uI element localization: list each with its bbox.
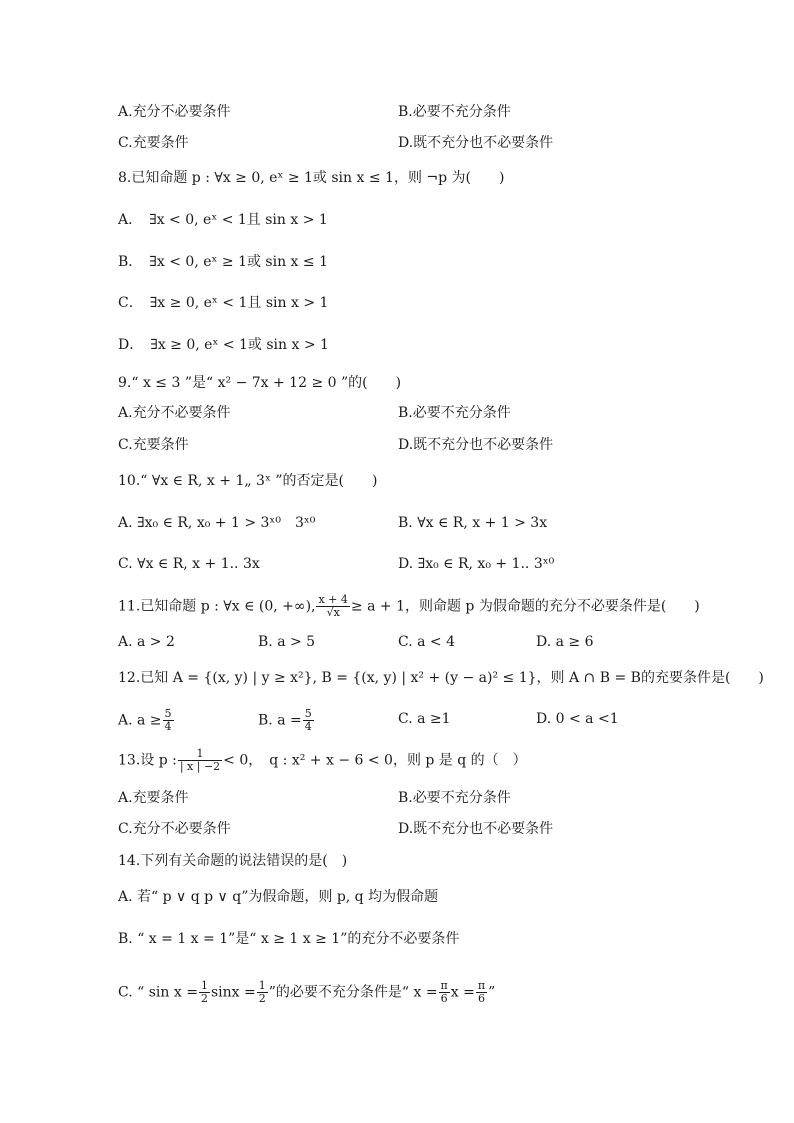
q14-option-c-frac3 xyxy=(439,980,450,1005)
q14-option-c-mid3: x = xyxy=(450,984,475,1001)
q13-stem-post: < 0， q : x² + x − 6 < 0，则 p 是 q 的（ ） xyxy=(223,752,527,769)
q14-frac1-den: 2 xyxy=(200,992,208,1005)
q14-option-c-pre: C. “ sin x = xyxy=(118,984,198,1001)
q14-frac3-den: 6 xyxy=(440,992,448,1005)
q13-stem-pre: 13.设 p : xyxy=(118,752,177,769)
q12-option-c: C. a ≥1 xyxy=(398,711,451,727)
q12-option-a-fraction xyxy=(163,708,174,733)
q13-frac-numerator: 1 xyxy=(178,748,222,761)
q10-option-d: D. ∃x₀ ∈ R, x₀ + 1.. 3ˣ⁰ xyxy=(398,556,555,572)
q12-option-b-num: 5 xyxy=(304,707,312,720)
q12-option-d: D. 0 < a <1 xyxy=(536,711,619,727)
q14-option-c-mid2: ”的必要不充分条件是“ x = xyxy=(268,984,438,1001)
q14-option-c-frac1 xyxy=(199,980,210,1005)
q8-option-a: A． ∃x < 0, eˣ < 1且 sin x > 1 xyxy=(118,212,328,228)
q14-frac1-num: 1 xyxy=(200,979,208,992)
q12-option-b-fraction xyxy=(303,708,314,733)
q13-option-b: B.必要不充分条件 xyxy=(398,790,511,806)
q8-option-d: D． ∃x ≥ 0, eˣ < 1或 sin x > 1 xyxy=(118,337,329,353)
q13-stem xyxy=(118,748,527,773)
q12-option-a xyxy=(118,708,175,733)
q10-stem: 10.“ ∀x ∈ R, x + 1„ 3ˣ ”的否定是( ) xyxy=(118,473,378,489)
q9-option-d: D.既不充分也不必要条件 xyxy=(398,437,554,453)
q14-option-c-frac2 xyxy=(257,980,268,1005)
q12-option-a-pre: A. a ≥ xyxy=(118,712,162,729)
q10-option-b: B. ∀x ∈ R, x + 1 > 3x xyxy=(398,515,548,531)
q7-option-d: D.既不充分也不必要条件 xyxy=(398,135,554,151)
q13-option-c: C.充分不必要条件 xyxy=(118,821,231,837)
q14-option-c xyxy=(118,980,495,1005)
q7-option-a: A.充分不必要条件 xyxy=(118,104,231,120)
q12-stem: 12.已知 A = {(x, y) | y ≥ x²}, B = {(x, y) | x² + (y − a)² ≤ 1}，则 A ∩ B = B的充要条件是( ) xyxy=(118,670,764,686)
q12-option-b xyxy=(258,708,315,733)
q11-option-c: C. a < 4 xyxy=(398,634,455,650)
q12-option-a-num: 5 xyxy=(164,707,172,720)
q8-option-b: B． ∃x < 0, eˣ ≥ 1或 sin x ≤ 1 xyxy=(118,254,328,270)
q12-option-a-den: 4 xyxy=(164,720,172,733)
q14-option-a: A. 若“ p ∨ q p ∨ q”为假命题，则 p, q 均为假命题 xyxy=(118,889,439,905)
q13-frac-denominator: | x | −2 xyxy=(179,760,221,773)
q14-option-c-end: ” xyxy=(488,984,496,1001)
q7-option-c: C.充要条件 xyxy=(118,135,189,151)
q14-option-c-frac4 xyxy=(476,980,487,1005)
q8-option-c: C． ∃x ≥ 0, eˣ < 1且 sin x > 1 xyxy=(118,295,329,311)
q11-fraction xyxy=(316,594,349,619)
q10-option-c: C. ∀x ∈ R, x + 1.. 3x xyxy=(118,556,260,572)
q14-frac2-den: 2 xyxy=(258,992,266,1005)
q13-option-a: A.充要条件 xyxy=(118,790,189,806)
q11-stem-pre: 11.已知命题 p : ∀x ∈ (0, +∞), xyxy=(118,598,316,615)
q9-option-a: A.充分不必要条件 xyxy=(118,405,231,421)
q14-frac2-num: 1 xyxy=(258,979,266,992)
q13-fraction xyxy=(178,748,222,773)
q11-option-b: B. a > 5 xyxy=(258,634,316,650)
q14-option-c-mid1: sinx = xyxy=(210,984,256,1001)
q7-option-b: B.必要不充分条件 xyxy=(398,104,511,120)
q9-option-c: C.充要条件 xyxy=(118,437,189,453)
q14-stem: 14.下列有关命题的说法错误的是( ) xyxy=(118,853,348,869)
q11-stem xyxy=(118,594,700,619)
q11-option-d: D. a ≥ 6 xyxy=(536,634,594,650)
q14-frac4-den: 6 xyxy=(477,992,485,1005)
q11-option-a: A. a > 2 xyxy=(118,634,175,650)
q14-frac3-num: π xyxy=(440,979,448,992)
q11-frac-numerator: x + 4 xyxy=(318,593,348,606)
q10-option-a: A. ∃x₀ ∈ R, x₀ + 1 > 3ˣ⁰ 3ˣ⁰ xyxy=(118,515,316,531)
q11-stem-post: ≥ a + 1，则命题 p 为假命题的充分不必要条件是( ) xyxy=(350,598,700,615)
q12-option-b-pre: B. a = xyxy=(258,712,302,729)
q14-frac4-num: π xyxy=(477,979,486,992)
q9-stem: 9.“ x ≤ 3 ”是“ x² − 7x + 12 ≥ 0 ”的( ) xyxy=(118,375,402,391)
q9-option-b: B.必要不充分条件 xyxy=(398,405,511,421)
q14-option-b: B. “ x = 1 x = 1”是“ x ≥ 1 x ≥ 1”的充分不必要条件 xyxy=(118,931,460,947)
q13-option-d: D.既不充分也不必要条件 xyxy=(398,821,554,837)
q12-option-b-den: 4 xyxy=(304,720,312,733)
q11-frac-denominator: √x xyxy=(326,606,340,619)
q8-stem: 8.已知命题 p : ∀x ≥ 0, eˣ ≥ 1或 sin x ≤ 1，则 ¬p 为( ) xyxy=(118,170,505,186)
